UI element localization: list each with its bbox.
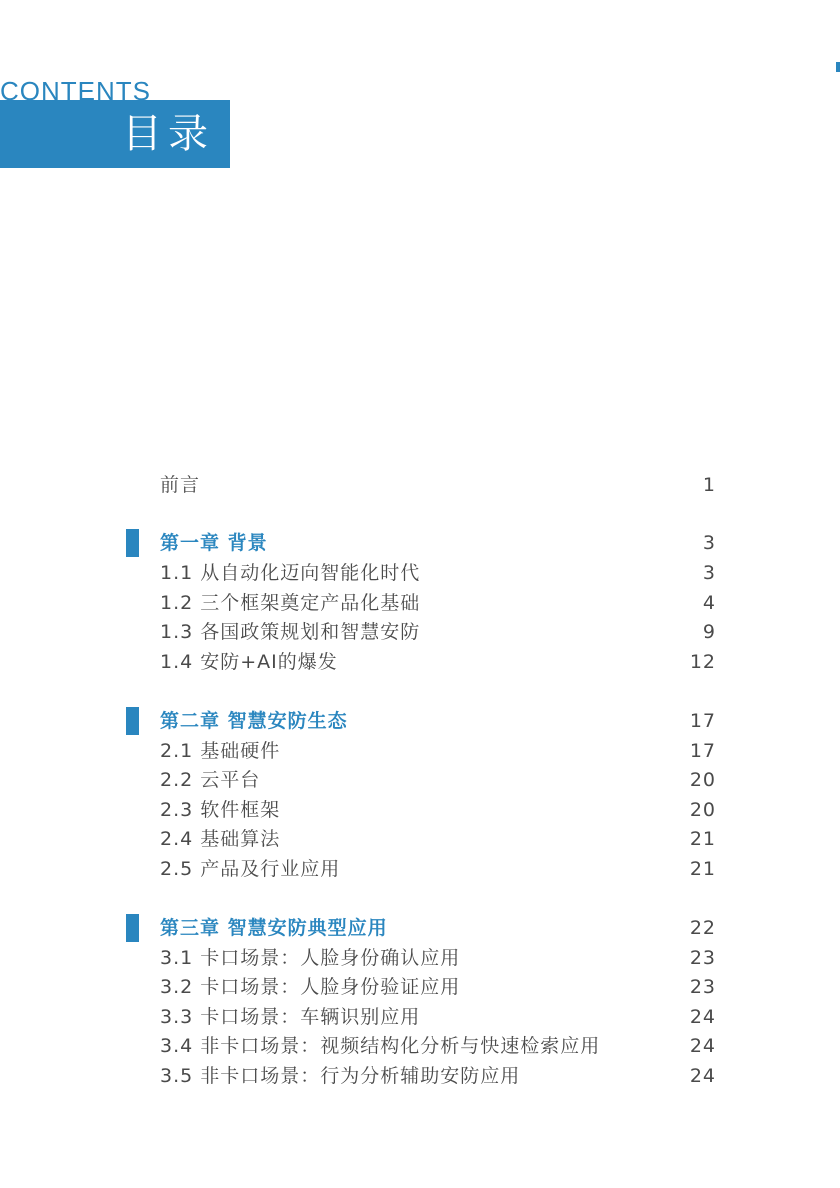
toc-section[interactable] (160, 647, 716, 677)
section-label: 1.1 从自动化迈向智能化时代 (160, 562, 421, 584)
section-page: 21 (689, 858, 716, 880)
toc-chapter-3[interactable] (160, 913, 716, 943)
section-page: 20 (689, 769, 716, 791)
chapter-marker (126, 529, 139, 557)
section-page: 20 (689, 799, 716, 821)
chapter-page: 22 (689, 917, 716, 939)
section-label: 2.4 基础算法 (160, 828, 281, 850)
section-page: 17 (689, 740, 716, 762)
section-label: 3.1 卡口场景：人脸身份确认应用 (160, 947, 461, 969)
page-title: 目录 (122, 111, 214, 157)
section-label: 2.5 产品及行业应用 (160, 858, 341, 880)
toc-chapter-1[interactable] (160, 528, 716, 558)
section-label: 3.2 卡口场景：人脸身份验证应用 (160, 976, 461, 998)
section-page: 12 (689, 651, 716, 673)
toc-section[interactable] (160, 617, 716, 647)
chapter-title: 第一章 背景 (160, 532, 268, 554)
toc-section[interactable] (160, 1061, 716, 1091)
section-page: 9 (702, 621, 716, 643)
section-page: 23 (689, 947, 716, 969)
section-label: 3.5 非卡口场景：行为分析辅助安防应用 (160, 1065, 521, 1087)
section-label: 1.4 安防+AI的爆发 (160, 651, 338, 673)
chapter-marker (126, 914, 139, 942)
section-page: 4 (702, 592, 716, 614)
toc-section[interactable] (160, 1002, 716, 1032)
section-page: 3 (702, 562, 716, 584)
toc-section[interactable] (160, 765, 716, 795)
section-page: 23 (689, 976, 716, 998)
corner-mark (836, 62, 840, 72)
section-label: 1.2 三个框架奠定产品化基础 (160, 592, 421, 614)
chapter-title: 第二章 智慧安防生态 (160, 710, 348, 732)
toc-section[interactable] (160, 558, 716, 588)
toc-section[interactable] (160, 972, 716, 1002)
chapter-page: 3 (702, 532, 716, 554)
section-page: 24 (689, 1065, 716, 1087)
toc-section[interactable] (160, 943, 716, 973)
chapter-marker (126, 707, 139, 735)
toc-section[interactable] (160, 824, 716, 854)
section-label: 2.2 云平台 (160, 769, 261, 791)
section-label: 2.1 基础硬件 (160, 740, 281, 762)
contents-label: CONTENTS (0, 76, 151, 106)
section-label: 2.3 软件框架 (160, 799, 281, 821)
toc-section[interactable] (160, 588, 716, 618)
section-label: 3.4 非卡口场景：视频结构化分析与快速检索应用 (160, 1035, 601, 1057)
toc-section[interactable] (160, 1031, 716, 1061)
section-label: 1.3 各国政策规划和智慧安防 (160, 621, 421, 643)
toc-chapter-2[interactable] (160, 706, 716, 736)
toc-entry-label: 前言 (160, 474, 201, 496)
section-page: 24 (689, 1035, 716, 1057)
section-label: 3.3 卡口场景：车辆识别应用 (160, 1006, 421, 1028)
section-page: 24 (689, 1006, 716, 1028)
toc-section[interactable] (160, 736, 716, 766)
toc-entry-preface[interactable] (160, 470, 716, 500)
toc-section[interactable] (160, 795, 716, 825)
toc-section[interactable] (160, 854, 716, 884)
toc-entry-page: 1 (702, 474, 716, 496)
section-page: 21 (689, 828, 716, 850)
chapter-page: 17 (689, 710, 716, 732)
chapter-title: 第三章 智慧安防典型应用 (160, 917, 388, 939)
